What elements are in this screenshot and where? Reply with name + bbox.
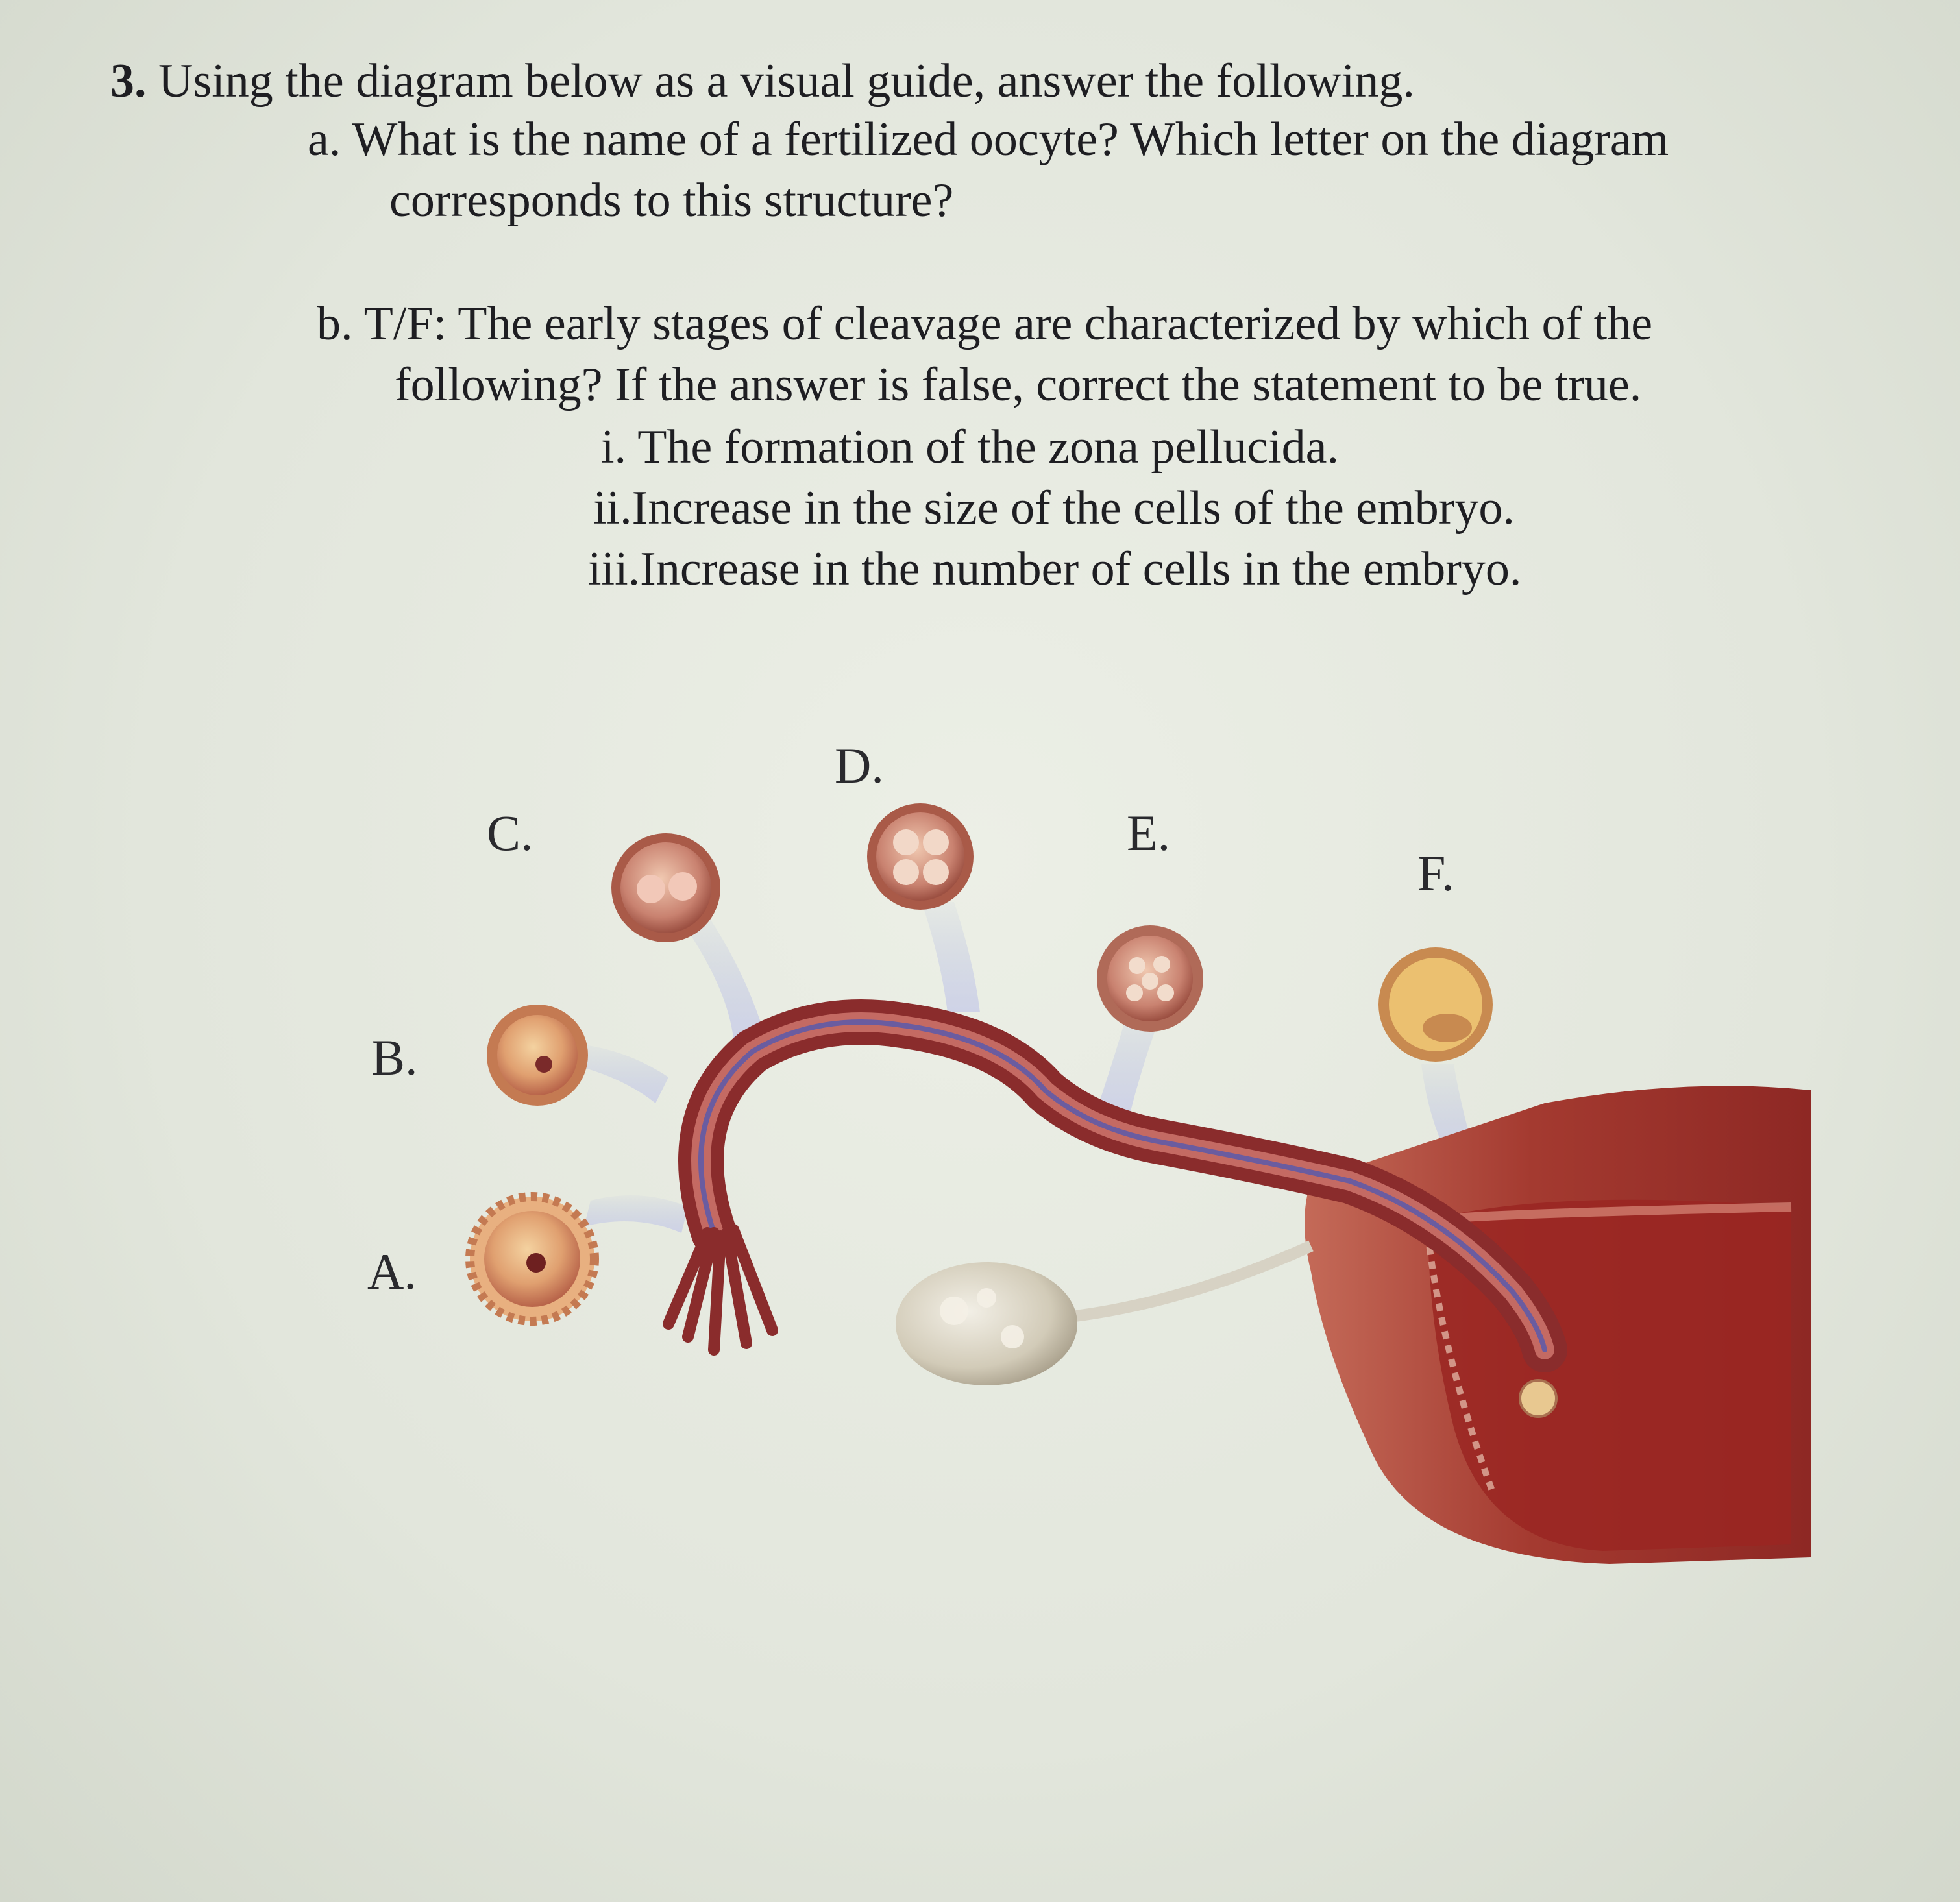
label-b: B.: [371, 1029, 418, 1086]
part-b-line-2: following? If the answer is false, correct the statement to be true.: [395, 358, 1642, 411]
label-c: C.: [487, 805, 533, 861]
cell-a-oocyte: [470, 1197, 594, 1321]
question-stem-text: Using the diagram below as a visual guide, answer the following.: [158, 55, 1415, 108]
label-f: F.: [1417, 845, 1454, 901]
trail-d: [922, 902, 980, 1012]
option-iii: iii.Increase in the number of cells in the embryo.: [588, 543, 1522, 596]
ovary-follicle: [1001, 1325, 1024, 1348]
part-a-line-2: corresponds to this structure?: [389, 174, 954, 227]
option-i: i. The formation of the zona pellucida.: [601, 421, 1340, 474]
cell-e-morula: [1097, 925, 1203, 1032]
question-number: 3.: [110, 55, 147, 108]
cell-d-four-cell: [867, 803, 974, 910]
label-e: E.: [1127, 805, 1171, 861]
part-a-line-1: a. What is the name of a fertilized oocyte? Which letter on the diagram: [308, 113, 1669, 166]
ovary-follicle: [940, 1297, 968, 1325]
trail-a: [584, 1195, 688, 1233]
ovary: [896, 1262, 1077, 1385]
cell-c-two-cell: [611, 833, 720, 942]
part-b-line-1: b. T/F: The early stages of cleavage are characterized by which of the: [317, 297, 1653, 350]
label-d: D.: [835, 737, 884, 794]
cell-f-blastocyst: [1378, 947, 1493, 1062]
cell-b-zygote: [487, 1005, 588, 1106]
option-ii: ii.Increase in the size of the cells of the embryo.: [593, 482, 1515, 535]
ovary-follicle: [977, 1288, 996, 1308]
ovarian-ligament: [1064, 1246, 1311, 1317]
label-a: A.: [367, 1243, 417, 1300]
